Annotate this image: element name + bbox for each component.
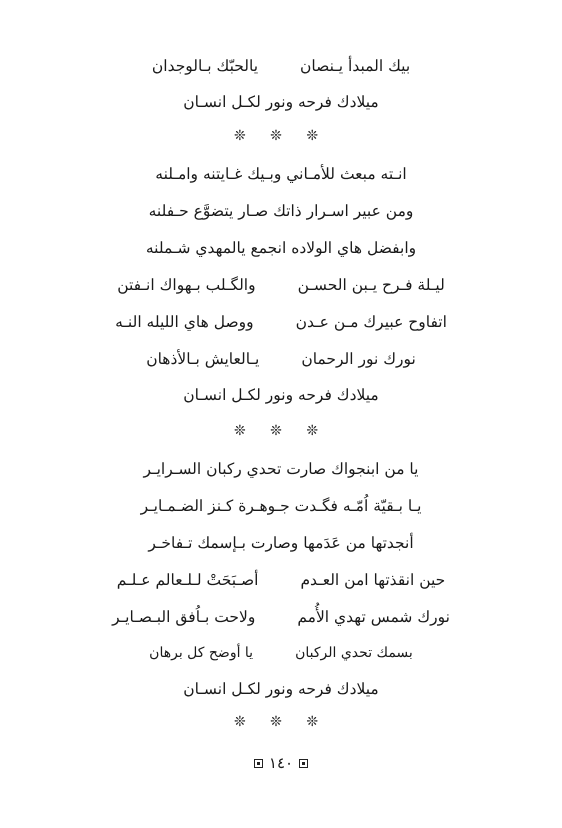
verse-hemistich-right: بيك المبدأ يـنصان	[300, 57, 411, 75]
page-number	[0, 754, 562, 772]
verse-line: انـته مبعث للأمـاني وبـيك غـايتنه وامـلنه	[155, 165, 407, 183]
verse-hemistich-left: يا أوضح كل برهان	[149, 645, 254, 661]
verse-line: وابفضل هاي الولاده انجمع يالمهدي شـملنه	[145, 239, 417, 257]
ornament-square-icon	[299, 759, 308, 768]
verse-couplet	[0, 606, 562, 628]
verse-hemistich-left: ووصل هاي الليله النـه	[115, 313, 254, 331]
verse-couplet	[0, 55, 562, 77]
verse-couplet	[0, 274, 562, 296]
verse-hemistich-left: والگـلب بـهواك انـفتن	[117, 276, 256, 294]
refrain-line: ميلادك فرحه ونور لكـل انسـان	[183, 680, 379, 698]
verse-hemistich-right: نورك نور الرحمان	[301, 350, 416, 368]
verse-couplet	[0, 348, 562, 370]
verse-couplet	[0, 569, 562, 591]
verse-hemistich-left: يـالعايش بـالأذهان	[146, 350, 260, 368]
verse-hemistich-left: يالحبّك بـالوجدان	[151, 57, 259, 75]
refrain-line: ميلادك فرحه ونور لكـل انسـان	[183, 93, 379, 111]
section-divider: ❊ ❊ ❊	[233, 714, 329, 730]
verse-hemistich-right: اتفاوح عبيرك مـن عـدن	[295, 313, 447, 331]
verse-line: يا من ابنجواك صارت تحدي ركبان السـرايـر	[143, 460, 419, 478]
verse-line: يـا بـقيّة اُمّـه فگـدت جـوهـرة كـنز الضـمـايـر	[140, 497, 422, 515]
section-divider: ❊ ❊ ❊	[233, 423, 329, 439]
verse-hemistich-right: بسمك تحدي الركبان	[295, 645, 413, 661]
section-divider: ❊ ❊ ❊	[233, 128, 329, 144]
ornament-square-icon	[254, 759, 263, 768]
verse-line: أنجدتها من عَدَمها وصارت بـإسمك تـفاخـر	[148, 534, 414, 552]
verse-hemistich-right: ليـلة فـرح يـبن الحسـن	[297, 276, 445, 294]
verse-couplet	[0, 311, 562, 333]
verse-couplet	[0, 642, 562, 664]
verse-line: ومن عبير اسـرار ذاتك صـار يتضوَّع حـفلنه	[148, 202, 414, 220]
verse-hemistich-left: أصـبَحَتْ لـلـعالم عـلـم	[116, 571, 259, 589]
verse-hemistich-left: ولاحت بـاُفق البـصـايـر	[112, 608, 256, 626]
page-number-value: ١٤٠	[268, 754, 294, 772]
refrain-line: ميلادك فرحه ونور لكـل انسـان	[183, 386, 379, 404]
verse-hemistich-right: نورك شمس تهدي الأُمم	[297, 608, 450, 626]
verse-hemistich-right: حين انقذتها امن العـدم	[300, 571, 446, 589]
